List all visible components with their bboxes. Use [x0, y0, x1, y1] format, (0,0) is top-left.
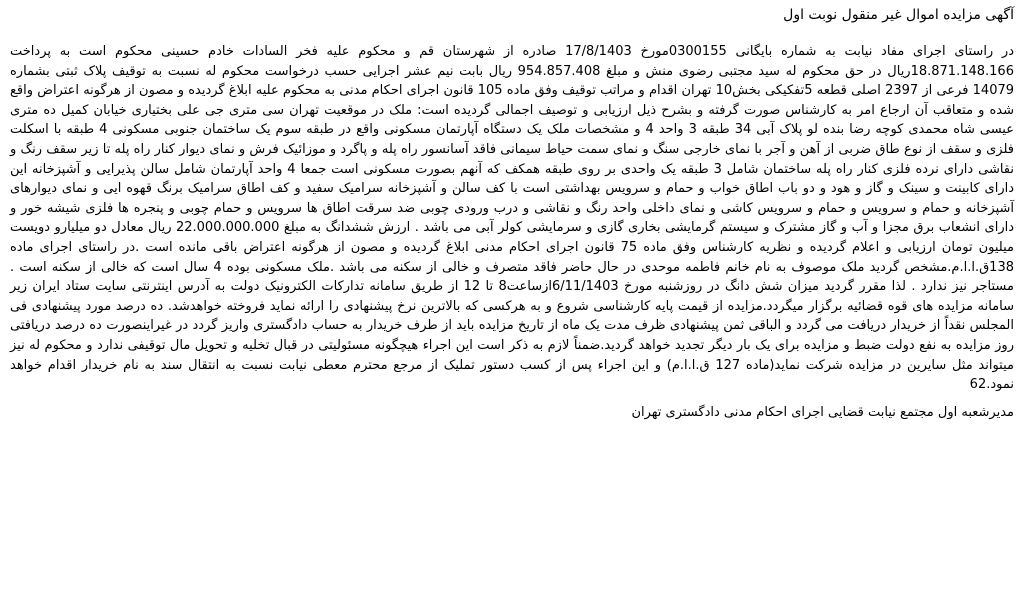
notice-body: در راستای اجرای مفاد نیابت به شماره بایگانی 0300155مورخ 17/8/1403 صادره از شهرستان قم و محکوم علیه فخر السادات خادم حسینی محکوم است به پرداخت 18.871.148.166ریال در حق محکوم له سید مجتبی رضوی منش و مبلغ 954.857.408 ریال بابت نیم عشر اجرایی حسب درخواست محکوم له نسبت به توقیف پلاک ثبتی بشماره 14079 فرعی از 2397 اصلی قطعه 5تفکیکی بخش10 تهران اقدام و مراتب توقیف وفق ماده 105 قانون اجرای احکام مدنی به محکوم علیه ابلاغ گردیده و مصون از هرگونه اعتراض واقع شده و متعاقب آن ارجاع امر به کارشناس صورت گرفته و بشرح ذیل ارزیابی و توصیف اجمالی گردیده است: ملک در موقعیت تهران سی متری جی علی بختیاری خیابان کمیل ده متری عیسی شاه محمدی کوچه رضا بنده لو پلاک آبی 34 طبقه 3 واحد 4 و مشخصات ملک یک دستگاه آپارتمان مسکونی واقع در طبقه سوم یک ساختمان جنوبی مسکونی 4 طبقه با اسکلت فلزی و سقف از نوع طاق ضربی از آهن و آجر با نمای خارجی سنگ و نمای سمت حیاط سیمانی فاقد آسانسور راه پله و پاگرد و موزائیک فرش و نمای دیوار کنار راه پله تا زیر سقف رنگ و نقاشی دارای نرده فلزی کنار راه پله ساختمان شامل 3 طبقه یک واحدی بر روی طبقه همکف که آنهم بصورت مسکونی است جمعا 4 واحد آپارتمان شامل سالن پذیرایی و آشپزخانه این دارای کابینت و سینک و گاز و هود و دو باب اطاق خواب و حمام و سرویس بهداشتی است با کف سالن و آشپزخانه سرامیک سفید و کف اطاق سرامیک برنگ قهوه ایی و نمای دیوارهای آشپزخانه و حمام و سرویس و حمام و سرویس کاشی و نمای داخلی واحد رنگ و نقاشی و درب ورودی چوبی ضد سرقت اطاق ها سرویس و حمام چوبی و پنجره ها فلزی شیشه خور و دارای انشعاب برق مجزا و آب و گاز مشترک و سیستم گرمایشی بخاری گازی و سرمایشی کولر آبی می باشد . ارزش ششدانگ به مبلغ 22.000.000.000 ریال معادل دو میلیارو دویست میلیون تومان ارزیابی و اعلام گردیده و نظریه کارشناس وفق ماده 75 قانون اجرای احکام مدنی ابلاغ گردیده و مصون از هرگونه اعتراض باقی مانده است .در راستای اجرای ماده 138ق.ا.ا.م.مشخص گردید ملک موصوف به نام خانم فاطمه موحدی در حال حاضر فاقد متصرف و خالی از سکنه می باشد .ملک مسکونی بوده 4 سال است که خالی از سکنه است . مستاجر نیز ندارد . لذا مقرر گردید میزان شش دانگ در روزشنبه مورخ 6/11/1403ازساعت8 تا 12 از طریق سامانه تدارکات الکترونیک دولت به آدرس اینترنتی سایت ستاد ایران زیر سامانه مزایده های قوه قضائیه برگزار میگردد.مزایده از قیمت پایه کارشناسی شروع و به هرکسی که بالاترین نرخ پیشنهادی را ارائه نماید فروخته خواهدشد. ده درصد مورد پیشنهادی فی المجلس نقداً از خریدار دریافت می گردد و الباقی ثمن پیشنهادی ظرف مدت یک ماه از تاریخ مزایده باید از طرف خریدار به حساب دادگستری واریز گردد در غیراینصورت ده درصد دریافتی روز مزایده به نفع دولت ضبط و مزایده برای یک بار دیگر تجدید خواهد گردید.ضمناً لازم به ذکر است این اجراء هیچگونه مسئولیتی در قبال تخلیه و تحویل مال توقیفی ندارد و محکوم له نیز میتواند مثل سایرین در مزایده شرکت نماید(ماده 127 ق.ا.ا.م) و این اجراء پس از کسب دستور تملیک از مرجع محترم معطی نیابت نسبت به انتقال سند به نام خریدار اقدام خواهد نمود.62 — [10, 44, 1015, 393]
notice-signature: مدیرشعبه اول مجتمع نیابت قضایی اجرای احکام مدنی دادگستری تهران — [631, 404, 1014, 420]
notice-title: آگهی مزایده اموال غیر منقول نوبت اول — [783, 7, 1014, 23]
